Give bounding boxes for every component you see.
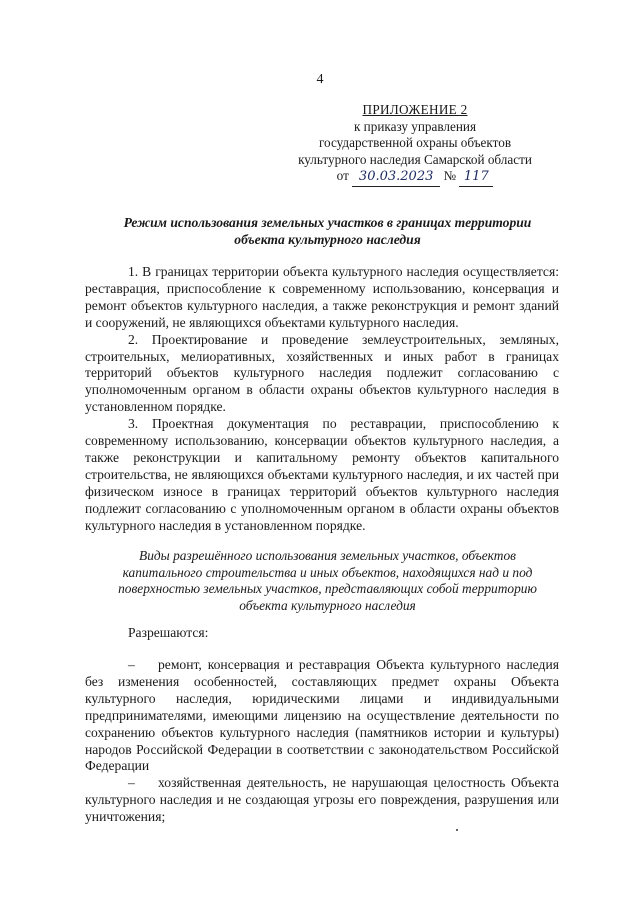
paragraph-2: 2. Проектирование и проведение землеустроительных, земляных, строительных, мелиоративных, хозяйственных и иных работ в границах территорий объектов культурного наследия подлежит согласованию с уполномоченным органом в области охраны объектов культурного наследия в установленном порядке. xyxy=(85,331,559,415)
allowed-item-1 xyxy=(85,657,559,775)
scan-speck xyxy=(456,829,458,831)
permitted-use-heading: Виды разрешённого использования земельных участков, объектов капитального строительства и иных объектов, находящихся над и под поверхностью земельных участков, представляющих собой территорию объекта культурного наследия xyxy=(118,548,537,613)
page-number: 4 xyxy=(316,72,324,87)
allowed-item-text: хозяйственная деятельность, не нарушающая целостность Объекта культурного наследия и не создающая угрозы его повреждения, разрушения или уничтожения; xyxy=(85,775,559,825)
number-prefix: № xyxy=(443,168,457,183)
appendix-line-3: культурного наследия Самарской области xyxy=(298,151,532,167)
allowed-item-2 xyxy=(85,775,559,826)
appendix-line-1: к приказу управления xyxy=(353,118,477,134)
list-dash: – xyxy=(128,657,135,672)
paragraph-1: 1. В границах территории объекта культурного наследия осуществляется: реставрация, приспособление к современному использованию, консервация и ремонт объектов культурного наследия, а также реконструкция и ремонт зданий и сооружений, не являющихся объектами культурного наследия. xyxy=(85,264,559,330)
handwritten-date: 30.03.2023 xyxy=(352,169,440,187)
allowed-item-text: ремонт, консервация и реставрация Объекта культурного наследия без изменения особенностей, составляющих предмет охраны Объекта культурного наследия, юридическими лицами и индивидуальными предпринимателями, имеющими лицензию на осуществление деятельности по сохранению объектов культурного наследия (памятников истории и культуры) народов Российской Федерации в соответствии с законодательством Российской Федерации xyxy=(85,657,559,774)
section-heading: Режим использования земельных участков в границах территории объекта культурного наследия xyxy=(123,215,532,247)
appendix-date-line xyxy=(280,168,550,187)
allowed-label: Разрешаются: xyxy=(128,625,209,640)
appendix-line-2: государственной охраны объектов xyxy=(318,135,512,150)
list-dash: – xyxy=(128,775,135,791)
paragraph-3: 3. Проектная документация по реставрации, приспособлению к современному использованию, консервации объектов культурного наследия, а также реконструкции и капитальному ремонту объектов капитального строительства, не являющихся объектами культурного наследия, и их частей при физическом износе в границах территорий объектов культурного наследия подлежит согласованию с уполномоченным органом в области охраны объектов культурного наследия в установленном порядке. xyxy=(85,416,559,533)
appendix-title: ПРИЛОЖЕНИЕ 2 xyxy=(362,102,468,117)
handwritten-number: 117 xyxy=(459,169,493,187)
appendix-block xyxy=(280,102,550,187)
date-prefix: от xyxy=(336,168,349,183)
regime-paragraphs xyxy=(85,264,559,535)
allowed-list xyxy=(85,657,559,826)
